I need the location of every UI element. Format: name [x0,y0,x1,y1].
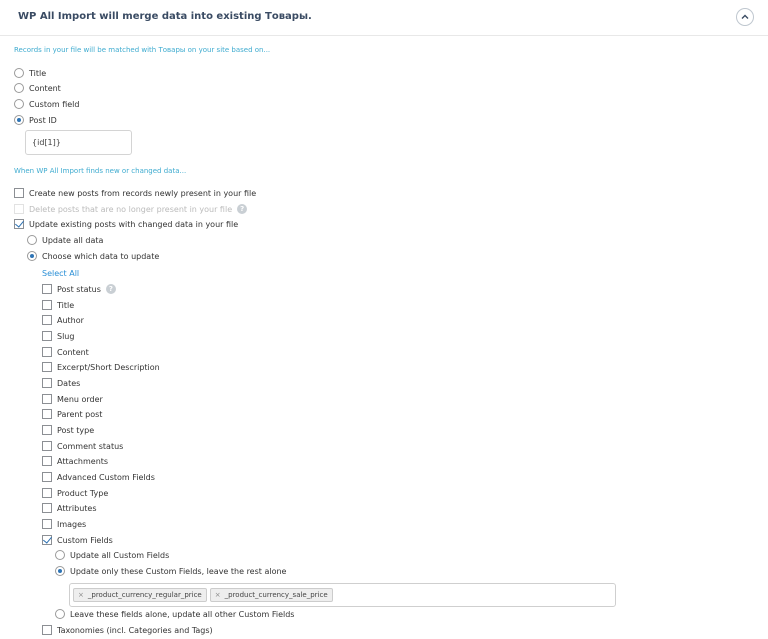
comment-status-label: Comment status [57,441,124,451]
cf-update-only-option[interactable] [55,565,286,577]
attributes-checkbox[interactable] [42,503,52,513]
create-new-label: Create new posts from records newly present in your file [29,188,257,198]
product-type-label: Product Type [57,488,109,498]
field-title[interactable] [42,299,74,311]
match-post-id-label: Post ID [29,115,57,125]
cf-update-only-label: Update only these Custom Fields, leave the rest alone [70,566,287,576]
tag-item[interactable] [73,588,207,602]
taxonomies-checkbox[interactable] [42,625,52,635]
custom-fields-checkbox[interactable] [42,535,52,545]
cf-leave-alone-radio[interactable] [55,609,65,619]
select-all-link[interactable]: Select All [42,269,80,278]
author-checkbox[interactable] [42,315,52,325]
create-new-option[interactable] [14,187,256,199]
create-new-checkbox[interactable] [14,188,24,198]
help-icon[interactable]: ? [106,284,116,294]
delete-missing-option [14,203,247,215]
match-content-label: Content [29,83,61,93]
update-existing-checkbox[interactable] [14,219,24,229]
section-header [0,0,768,36]
match-hint: Records in your file will be matched with Товары on your site based on... [14,46,271,54]
excerpt-label: Excerpt/Short Description [57,362,160,372]
cf-update-all-radio[interactable] [55,550,65,560]
post-type-label: Post type [57,425,95,435]
update-existing-option[interactable] [14,218,238,230]
menu-order-label: Menu order [57,394,103,404]
title-label: Title [57,300,75,310]
match-post-id-radio[interactable] [14,115,24,125]
collapse-button[interactable] [736,8,754,26]
remove-tag-icon[interactable]: × [214,591,221,599]
custom-fields-label: Custom Fields [57,535,113,545]
match-custom-field-label: Custom field [29,99,80,109]
attachments-label: Attachments [57,456,109,466]
title-checkbox[interactable] [42,300,52,310]
parent-post-label: Parent post [57,409,103,419]
field-slug[interactable] [42,330,74,342]
post-id-input[interactable] [25,130,132,155]
field-custom-fields[interactable] [42,534,113,546]
menu-order-checkbox[interactable] [42,394,52,404]
slug-label: Slug [57,331,75,341]
slug-checkbox[interactable] [42,331,52,341]
field-attachments[interactable] [42,455,108,467]
match-custom-field-radio[interactable] [14,99,24,109]
attributes-label: Attributes [57,503,97,513]
field-dates[interactable] [42,377,80,389]
field-menu-order[interactable] [42,393,103,405]
field-taxonomies[interactable] [42,624,213,636]
comment-status-checkbox[interactable] [42,441,52,451]
update-all-data-label: Update all data [42,235,104,245]
custom-fields-tag-input[interactable] [69,583,616,607]
acf-label: Advanced Custom Fields [57,472,155,482]
images-label: Images [57,519,87,529]
tag-item[interactable] [210,588,333,602]
update-existing-label: Update existing posts with changed data in your file [29,219,239,229]
taxonomies-label: Taxonomies (incl. Categories and Tags) [57,625,213,635]
remove-tag-icon[interactable]: × [78,591,84,599]
cf-update-only-radio[interactable] [55,566,65,576]
parent-post-checkbox[interactable] [42,409,52,419]
field-post-type[interactable] [42,424,94,436]
update-all-data-radio[interactable] [27,235,37,245]
cf-update-all-label: Update all Custom Fields [70,550,170,560]
attachments-checkbox[interactable] [42,456,52,466]
field-author[interactable] [42,314,84,326]
chevron-up-icon [740,12,750,22]
field-parent-post[interactable] [42,408,102,420]
match-title-label: Title [29,68,47,78]
images-checkbox[interactable] [42,519,52,529]
match-option-title[interactable] [14,67,46,79]
product-type-checkbox[interactable] [42,488,52,498]
delete-missing-label: Delete posts that are no longer present in your file [29,204,233,214]
match-content-radio[interactable] [14,83,24,93]
match-title-radio[interactable] [14,68,24,78]
post-status-label: Post status [57,284,101,294]
field-excerpt[interactable] [42,361,160,373]
field-acf[interactable] [42,471,155,483]
match-option-custom-field[interactable] [14,98,79,110]
field-comment-status[interactable] [42,440,123,452]
dates-checkbox[interactable] [42,378,52,388]
post-status-checkbox[interactable] [42,284,52,294]
excerpt-checkbox[interactable] [42,362,52,372]
field-images[interactable] [42,518,86,530]
author-label: Author [57,315,84,325]
choose-data-radio[interactable] [27,251,37,261]
update-all-data-option[interactable] [27,234,103,246]
choose-data-label: Choose which data to update [42,251,160,261]
content-checkbox[interactable] [42,347,52,357]
cf-leave-alone-label: Leave these fields alone, update all other Custom Fields [70,609,295,619]
field-content[interactable] [42,346,89,358]
cf-leave-alone-option[interactable] [55,608,294,620]
changes-hint: When WP All Import finds new or changed data... [14,167,187,175]
tag-label: _product_currency_sale_price [224,591,328,599]
content-label: Content [57,347,89,357]
field-attributes[interactable] [42,502,97,514]
cf-update-all-option[interactable] [55,549,169,561]
field-post-status[interactable] [42,283,116,295]
section-title: WP All Import will merge data into existing Товары. [18,11,312,22]
help-icon[interactable]: ? [237,204,247,214]
field-product-type[interactable] [42,487,108,499]
tag-label: _product_currency_regular_price [87,591,202,599]
match-option-content[interactable] [14,82,61,94]
acf-checkbox[interactable] [42,472,52,482]
dates-label: Dates [57,378,81,388]
delete-missing-checkbox [14,204,24,214]
choose-data-option[interactable] [27,250,159,262]
match-option-post-id[interactable] [14,114,57,126]
post-type-checkbox[interactable] [42,425,52,435]
